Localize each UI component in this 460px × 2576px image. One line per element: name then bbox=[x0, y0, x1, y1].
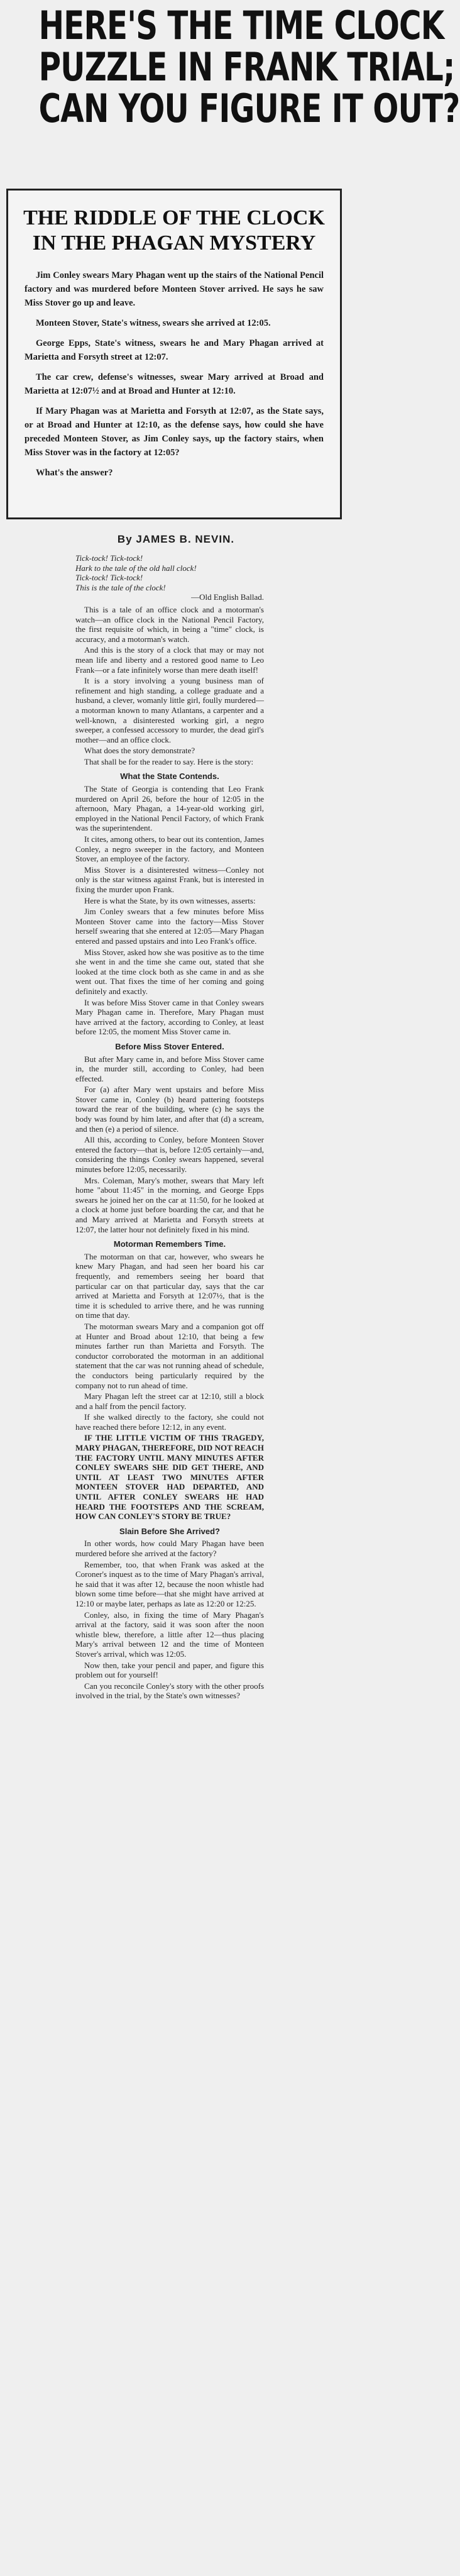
article-paragraph: And this is the story of a clock that may or may not mean life and liberty and a restored good name to Leo Frank—or a fate infinitely worse than mere death itself! bbox=[75, 645, 264, 675]
riddle-paragraph: George Epps, State's witness, swears he and Mary Phagan arrived at Marietta and Forsyth street at 12:07. bbox=[25, 338, 324, 362]
article-paragraph: IF THE LITTLE VICTIM OF THIS TRAGEDY, MARY PHAGAN, THEREFORE, DID NOT REACH THE FACTORY UNTIL MANY MINUTES AFTER CONLEY SWEARS SHE DID GET THERE, AND UNTIL AT LEAST TWO MINUTES AFTER MONTEEN STOVER HAD DEPARTED, AND UNTIL AFTER CONLEY SWEARS HE HAD HEARD THE FOOTSTEPS AND THE SCREAM, HOW CAN CONLEY'S STORY BE TRUE? bbox=[75, 1433, 264, 1522]
riddle-paragraph: Monteen Stover, State's witness, swears she arrived at 12:05. bbox=[36, 318, 271, 328]
headline-line-1: HERE'S THE TIME CLOCK bbox=[38, 3, 444, 48]
verse-line: Hark to the tale of the old hall clock! bbox=[75, 563, 197, 573]
article-paragraph: It was before Miss Stover came in that Conley swears Mary Phagan came in. Therefore, Mary Phagan must have arrived at the factory, according to Conley, at least before 12:05, the moment Miss Stover came in. bbox=[75, 997, 264, 1037]
verse-line: Tick-tock! Tick-tock! bbox=[75, 553, 143, 563]
headline bbox=[38, 3, 460, 131]
article-paragraph: It cites, among others, to bear out its contention, James Conley, a negro sweeper in the factory, and Monteen Stover, an employee of the factory. bbox=[75, 834, 264, 864]
article-paragraph: Miss Stover is a disinterested witness—Conley not only is the star witness against Frank, but is interested in fixing the murder upon Frank. bbox=[75, 865, 264, 894]
article-paragraph: What does the story demonstrate? bbox=[84, 746, 195, 756]
riddle-box-body bbox=[25, 268, 324, 486]
article-column bbox=[75, 553, 264, 1702]
article-paragraph: Jim Conley swears that a few minutes before Miss Monteen Stover came into the factory—Miss Stover herself swearing that she entered at 12:05—Mary Phagan entered and passed upstairs and into Leo Frank's office. bbox=[75, 907, 264, 946]
riddle-paragraph: The car crew, defense's witnesses, swear Mary arrived at Broad and Marietta at 12:07½ and at Broad and Hunter at 12:10. bbox=[25, 372, 324, 396]
article-paragraph: That shall be for the reader to say. Here is the story: bbox=[84, 756, 254, 766]
section-heading: What the State Contends. bbox=[120, 771, 219, 782]
article-paragraph: All this, according to Conley, before Monteen Stover entered the factory—that is, before 12:05 certainly—and, considering the things Conley swears happened, several minutes before 12:05, necessarily. bbox=[75, 1135, 264, 1175]
riddle-question: What's the answer? bbox=[36, 468, 113, 478]
article-paragraph: It is a story involving a young business man of refinement and high standing, a college graduate and a husband, a clever, womanly little girl, foully murdered—a motorman known to many Atlantans, a carpenter and a well-known, a disinterested working girl, a negro sweeper, a confessed accessory to murder, the dead girl's mother—and an office clock. bbox=[75, 676, 264, 744]
section-heading: Motorman Remembers Time. bbox=[113, 1239, 226, 1249]
article-paragraph: But after Mary came in, and before Miss Stover came in, the murder still, according to Conley, had been effected. bbox=[75, 1054, 264, 1083]
article-paragraph: Now then, take your pencil and paper, and figure this problem out for yourself! bbox=[75, 1660, 264, 1680]
riddle-paragraph: Jim Conley swears Mary Phagan went up the stairs of the National Pencil factory and was murdered before Monteen Stover arrived. He says he saw Miss Stover go up and leave. bbox=[25, 270, 324, 308]
article-paragraph: Conley, also, in fixing the time of Mary Phagan's arrival at the factory, said it was soon after the noon whistle blew, therefore, a little after 12—thus placing Mary's arrival between 12 and the time of Monteen Stover's arrival, which was 12:05. bbox=[75, 1610, 264, 1659]
article-paragraph: The motorman on that car, however, who swears he knew Mary Phagan, and had seen her board his car frequently, and remembers seeing her board that particular car on that particular day, says that the car arrived at Marietta and Forsyth at 12:07½, that is the time it is scheduled to arrive there, and he was running on time that day. bbox=[75, 1251, 264, 1320]
verse-attribution: —Old English Ballad. bbox=[191, 592, 264, 602]
headline-line-2: PUZZLE IN FRANK TRIAL; bbox=[38, 44, 455, 90]
article-paragraph: If she walked directly to the factory, she could not have reached there before 12:12, in any event. bbox=[75, 1412, 264, 1432]
article-paragraph: This is a tale of an office clock and a motorman's watch—an office clock in the National Pencil Factory, the first requisite of which, in being a "time" clock, is accuracy, and a motorman's watch. bbox=[75, 604, 264, 644]
verse-line: Tick-tock! Tick-tock! bbox=[75, 573, 143, 583]
article-paragraph: Remember, too, that when Frank was asked at the Coroner's inquest as to the time of Mary Phagan's arrival, he said that it was after 12, because the noon whistle had blown some time before—that she might have arrived at 12:10 or maybe later, perhaps as late as 12:20 or 12:25. bbox=[75, 1559, 264, 1608]
riddle-title-line-2: IN THE PHAGAN MYSTERY bbox=[32, 231, 316, 255]
riddle-paragraph: If Mary Phagan was at Marietta and Forsyth at 12:07, as the State says, or at Broad and Hunter at 12:10, as the defense says, how could she have preceded Monteen Stover, as Jim Conley says, up the factory stairs, when Miss Stover was in the factory at 12:05? bbox=[25, 406, 324, 458]
article-paragraph: For (a) after Mary went upstairs and before Miss Stover came in, Conley (b) heard pattering footsteps toward the rear of the building, where (c) he says the body was found by him later, and after that (d) a scream, and then (e) a period of silence. bbox=[75, 1085, 264, 1134]
article-paragraph: The State of Georgia is contending that Leo Frank murdered on April 26, before the hour of 12:05 in the afternoon, Mary Phagan, a 14-year-old working girl, employed in the National Pencil Factory, of which Frank was the superintendent. bbox=[75, 784, 264, 833]
riddle-box bbox=[6, 189, 342, 519]
headline-line-3: CAN YOU FIGURE IT OUT? bbox=[38, 86, 460, 131]
verse-line: This is the tale of the clock! bbox=[75, 582, 166, 592]
article-paragraph: Mary Phagan left the street car at 12:10, still a block and a half from the pencil factory. bbox=[75, 1391, 264, 1411]
article-paragraph: Can you reconcile Conley's story with the other proofs involved in the trial, by the State's own witnesses? bbox=[75, 1681, 264, 1701]
section-heading: Slain Before She Arrived? bbox=[119, 1526, 220, 1536]
article-paragraph: The motorman swears Mary and a companion got off at Hunter and Broad about 12:10, that being a few minutes farther run than Marietta and Forsyth. The conductor corroborated the motorman in an additional statement that the car was not running ahead of schedule, the conductors being particularly required by the company not to run ahead of time. bbox=[75, 1321, 264, 1390]
article-paragraph: Here is what the State, by its own witnesses, asserts: bbox=[84, 895, 256, 905]
article-paragraph: Miss Stover, asked how she was positive as to the time she went in and the time she came out, stated that she looked at the time clock both as she came in and as she went out. That fixes the time of her coming and going definitely and exactly. bbox=[75, 947, 264, 996]
article-paragraph: In other words, how could Mary Phagan have been murdered before she arrived at the factory? bbox=[75, 1539, 264, 1558]
article-paragraph: Mrs. Coleman, Mary's mother, swears that Mary left home "about 11:45" in the morning, and George Epps swears he joined her on the car at 11:50, for he looked at a clock at home just before boarding the car, and that he and Mary arrived at Marietta and Forsyth streets at 12:07, the latter hour not definitely fixed in his mind. bbox=[75, 1175, 264, 1234]
byline: By JAMES B. NEVIN. bbox=[117, 533, 235, 545]
riddle-title-line-1: THE RIDDLE OF THE CLOCK bbox=[23, 206, 325, 229]
riddle-box-title bbox=[8, 206, 340, 256]
section-heading: Before Miss Stover Entered. bbox=[115, 1041, 224, 1051]
